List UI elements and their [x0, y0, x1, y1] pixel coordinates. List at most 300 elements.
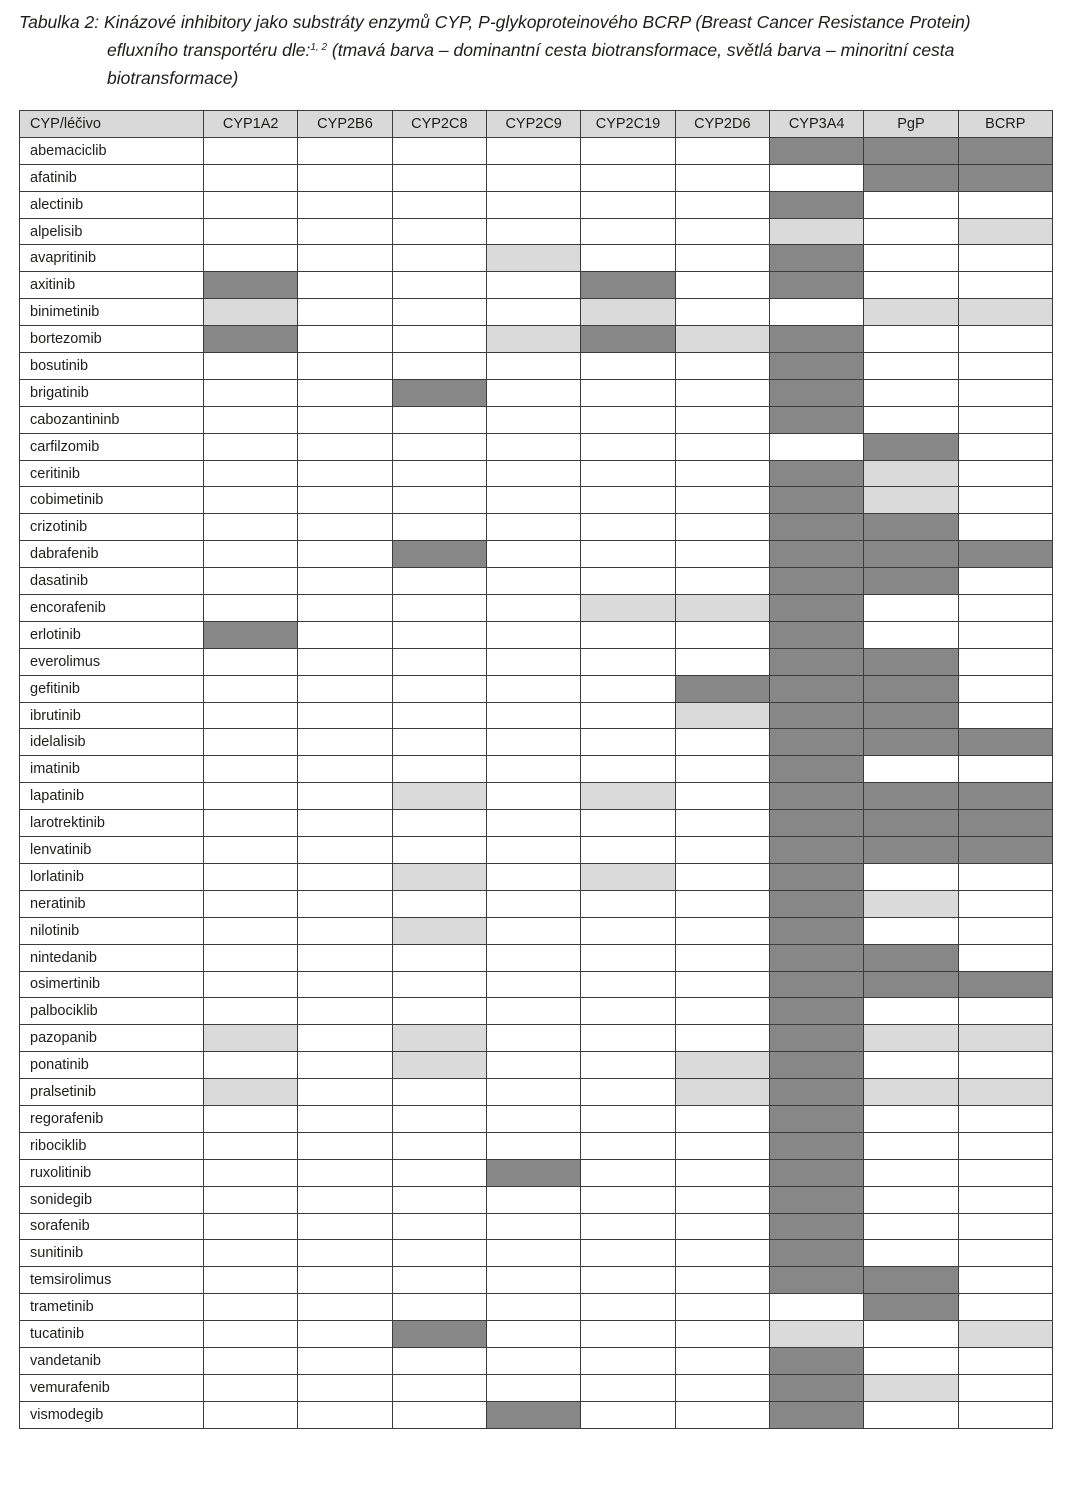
cell-pgp-minor [864, 1374, 958, 1401]
cell-bcrp-dominant [958, 164, 1052, 191]
drug-name-cell: ibrutinib [20, 702, 204, 729]
cell-cyp1a2-minor [204, 299, 298, 326]
drug-name-cell: crizotinib [20, 514, 204, 541]
drug-name-cell: sonidegib [20, 1186, 204, 1213]
cell-cyp2c19-empty [581, 245, 675, 272]
cell-cyp2d6-empty [675, 1374, 769, 1401]
cell-cyp2c8-empty [392, 1079, 486, 1106]
drug-name-cell: temsirolimus [20, 1267, 204, 1294]
drug-name-cell: afatinib [20, 164, 204, 191]
cell-cyp2c8-empty [392, 1401, 486, 1428]
cell-cyp2b6-empty [298, 1052, 392, 1079]
cell-cyp1a2-empty [204, 1401, 298, 1428]
cell-cyp2d6-empty [675, 1321, 769, 1348]
table-row [20, 406, 1053, 433]
cell-cyp2c8-empty [392, 595, 486, 622]
cell-cyp1a2-empty [204, 218, 298, 245]
cell-pgp-dominant [864, 433, 958, 460]
cell-cyp2c8-empty [392, 675, 486, 702]
cell-pgp-minor [864, 890, 958, 917]
cell-cyp2b6-empty [298, 944, 392, 971]
cell-cyp2d6-empty [675, 621, 769, 648]
cell-cyp1a2-empty [204, 675, 298, 702]
drug-name-cell: vandetanib [20, 1347, 204, 1374]
cell-cyp2c19-minor [581, 863, 675, 890]
cell-cyp2c19-empty [581, 1240, 675, 1267]
cell-cyp2c8-empty [392, 460, 486, 487]
cell-cyp2c8-dominant [392, 379, 486, 406]
cell-pgp-minor [864, 460, 958, 487]
cell-cyp3a4-dominant [769, 675, 863, 702]
cell-cyp2b6-empty [298, 1347, 392, 1374]
cell-cyp2d6-empty [675, 1240, 769, 1267]
cell-bcrp-dominant [958, 837, 1052, 864]
cell-pgp-empty [864, 863, 958, 890]
cell-cyp2c19-empty [581, 890, 675, 917]
header-cyp2c9: CYP2C9 [486, 111, 580, 138]
cell-cyp2c19-empty [581, 353, 675, 380]
table-row [20, 1374, 1053, 1401]
table-row [20, 648, 1053, 675]
cell-cyp1a2-empty [204, 191, 298, 218]
cell-cyp2b6-empty [298, 406, 392, 433]
drug-name-cell: pralsetinib [20, 1079, 204, 1106]
cell-cyp2c8-minor [392, 917, 486, 944]
cell-cyp2c9-empty [486, 863, 580, 890]
cell-cyp2c19-dominant [581, 326, 675, 353]
drug-name-cell: imatinib [20, 756, 204, 783]
cell-cyp2c9-empty [486, 1213, 580, 1240]
cell-bcrp-dominant [958, 810, 1052, 837]
cell-bcrp-empty [958, 326, 1052, 353]
cell-cyp3a4-dominant [769, 272, 863, 299]
cell-cyp2b6-empty [298, 1240, 392, 1267]
cell-cyp2c19-empty [581, 1079, 675, 1106]
cell-cyp3a4-dominant [769, 1159, 863, 1186]
cell-cyp3a4-minor [769, 1321, 863, 1348]
cell-cyp2c8-empty [392, 568, 486, 595]
cell-pgp-dominant [864, 783, 958, 810]
cell-cyp2c9-empty [486, 890, 580, 917]
cell-cyp2c9-empty [486, 675, 580, 702]
cell-cyp3a4-empty [769, 433, 863, 460]
cell-cyp2b6-empty [298, 379, 392, 406]
cell-cyp2c9-minor [486, 245, 580, 272]
drug-name-cell: vismodegib [20, 1401, 204, 1428]
cell-cyp2b6-empty [298, 837, 392, 864]
cell-cyp1a2-empty [204, 137, 298, 164]
cell-cyp2d6-empty [675, 890, 769, 917]
cell-cyp1a2-empty [204, 648, 298, 675]
cell-cyp2b6-empty [298, 648, 392, 675]
cell-cyp2b6-empty [298, 702, 392, 729]
drug-name-cell: dabrafenib [20, 541, 204, 568]
cell-cyp2c9-empty [486, 702, 580, 729]
table-row [20, 1294, 1053, 1321]
cell-cyp2d6-minor [675, 1079, 769, 1106]
cell-pgp-dominant [864, 514, 958, 541]
header-cyp2b6: CYP2B6 [298, 111, 392, 138]
cell-cyp3a4-dominant [769, 406, 863, 433]
cell-pgp-empty [864, 379, 958, 406]
cell-pgp-dominant [864, 810, 958, 837]
cell-cyp3a4-dominant [769, 621, 863, 648]
cell-cyp1a2-empty [204, 1267, 298, 1294]
cell-cyp2b6-empty [298, 568, 392, 595]
table-row [20, 729, 1053, 756]
drug-name-cell: ribociklib [20, 1132, 204, 1159]
cell-cyp2c19-empty [581, 1213, 675, 1240]
cell-cyp2c8-empty [392, 137, 486, 164]
table-row [20, 1025, 1053, 1052]
caption-text-3: biotransformace) [107, 68, 239, 88]
cell-cyp2c8-empty [392, 218, 486, 245]
cell-pgp-empty [864, 1347, 958, 1374]
cell-cyp2c19-empty [581, 1025, 675, 1052]
drug-name-cell: lapatinib [20, 783, 204, 810]
cell-pgp-empty [864, 917, 958, 944]
cell-cyp1a2-empty [204, 433, 298, 460]
drug-name-cell: cabozantininb [20, 406, 204, 433]
caption-line-2 [19, 36, 1049, 64]
cell-bcrp-empty [958, 1374, 1052, 1401]
cell-cyp1a2-empty [204, 944, 298, 971]
cell-cyp2c9-empty [486, 1105, 580, 1132]
cell-bcrp-dominant [958, 137, 1052, 164]
cell-cyp2c8-empty [392, 487, 486, 514]
cell-bcrp-dominant [958, 971, 1052, 998]
cell-pgp-dominant [864, 675, 958, 702]
table-row [20, 272, 1053, 299]
cell-pgp-empty [864, 998, 958, 1025]
cell-cyp3a4-empty [769, 1294, 863, 1321]
table-row [20, 1321, 1053, 1348]
cell-cyp2d6-empty [675, 1347, 769, 1374]
drug-name-cell: gefitinib [20, 675, 204, 702]
drug-name-cell: regorafenib [20, 1105, 204, 1132]
cell-cyp2c19-empty [581, 1186, 675, 1213]
cell-bcrp-minor [958, 1025, 1052, 1052]
cell-cyp2c19-empty [581, 137, 675, 164]
cell-cyp2c9-empty [486, 998, 580, 1025]
cell-cyp2d6-minor [675, 326, 769, 353]
cell-cyp1a2-empty [204, 971, 298, 998]
cell-bcrp-dominant [958, 729, 1052, 756]
cell-cyp1a2-empty [204, 863, 298, 890]
cell-cyp2d6-empty [675, 460, 769, 487]
cell-pgp-empty [864, 1052, 958, 1079]
cell-cyp2c8-empty [392, 998, 486, 1025]
cell-cyp1a2-empty [204, 379, 298, 406]
cell-bcrp-minor [958, 1321, 1052, 1348]
cell-cyp2b6-empty [298, 1159, 392, 1186]
cell-bcrp-empty [958, 863, 1052, 890]
cell-cyp2b6-empty [298, 917, 392, 944]
cell-cyp2c9-empty [486, 1347, 580, 1374]
cell-bcrp-empty [958, 1267, 1052, 1294]
cell-cyp2c9-empty [486, 487, 580, 514]
cell-cyp2c8-empty [392, 837, 486, 864]
cell-cyp2b6-empty [298, 191, 392, 218]
cell-cyp2c9-empty [486, 137, 580, 164]
cell-cyp2d6-empty [675, 137, 769, 164]
table-row [20, 1079, 1053, 1106]
substrate-table [19, 110, 1053, 1429]
table-row [20, 917, 1053, 944]
cell-cyp2c9-empty [486, 406, 580, 433]
cell-cyp3a4-dominant [769, 756, 863, 783]
cell-cyp3a4-dominant [769, 1105, 863, 1132]
cell-cyp2c9-empty [486, 1052, 580, 1079]
cell-cyp2c19-empty [581, 406, 675, 433]
cell-cyp3a4-dominant [769, 137, 863, 164]
table-row [20, 756, 1053, 783]
cell-cyp2c8-dominant [392, 1321, 486, 1348]
cell-cyp2b6-empty [298, 1105, 392, 1132]
cell-cyp2c9-empty [486, 1079, 580, 1106]
cell-cyp2c8-empty [392, 433, 486, 460]
cell-cyp3a4-dominant [769, 1401, 863, 1428]
drug-name-cell: alectinib [20, 191, 204, 218]
cell-cyp3a4-dominant [769, 1025, 863, 1052]
cell-cyp3a4-empty [769, 164, 863, 191]
cell-bcrp-empty [958, 756, 1052, 783]
cell-cyp2c8-empty [392, 944, 486, 971]
cell-bcrp-empty [958, 379, 1052, 406]
cell-cyp2b6-empty [298, 675, 392, 702]
drug-name-cell: palbociklib [20, 998, 204, 1025]
cell-cyp2d6-empty [675, 863, 769, 890]
cell-pgp-empty [864, 353, 958, 380]
cell-cyp2b6-empty [298, 756, 392, 783]
header-cyp1a2: CYP1A2 [204, 111, 298, 138]
cell-cyp2c19-empty [581, 648, 675, 675]
cell-pgp-dominant [864, 541, 958, 568]
cell-pgp-empty [864, 326, 958, 353]
table-row [20, 702, 1053, 729]
cell-cyp2c19-empty [581, 218, 675, 245]
cell-cyp2d6-empty [675, 379, 769, 406]
cell-cyp1a2-dominant [204, 272, 298, 299]
cell-bcrp-empty [958, 1105, 1052, 1132]
cell-cyp2c8-empty [392, 810, 486, 837]
cell-cyp2c9-empty [486, 568, 580, 595]
cell-bcrp-empty [958, 621, 1052, 648]
cell-cyp3a4-dominant [769, 917, 863, 944]
cell-cyp2c19-empty [581, 1132, 675, 1159]
cell-cyp2d6-empty [675, 810, 769, 837]
cell-cyp2c8-empty [392, 1213, 486, 1240]
drug-name-cell: ruxolitinib [20, 1159, 204, 1186]
cell-cyp1a2-empty [204, 1294, 298, 1321]
table-row [20, 379, 1053, 406]
cell-cyp2d6-empty [675, 487, 769, 514]
cell-cyp2b6-empty [298, 353, 392, 380]
cell-cyp2b6-empty [298, 890, 392, 917]
cell-cyp3a4-dominant [769, 595, 863, 622]
cell-cyp3a4-dominant [769, 837, 863, 864]
cell-cyp2d6-empty [675, 541, 769, 568]
cell-bcrp-empty [958, 675, 1052, 702]
cell-cyp2d6-empty [675, 272, 769, 299]
table-row [20, 460, 1053, 487]
cell-cyp3a4-dominant [769, 863, 863, 890]
table-row [20, 1186, 1053, 1213]
cell-cyp2c19-empty [581, 1105, 675, 1132]
cell-cyp2d6-empty [675, 299, 769, 326]
cell-cyp2c19-empty [581, 917, 675, 944]
cell-cyp2d6-minor [675, 595, 769, 622]
cell-cyp2d6-empty [675, 164, 769, 191]
cell-cyp2b6-empty [298, 541, 392, 568]
cell-cyp2c9-empty [486, 1240, 580, 1267]
cell-cyp2c9-empty [486, 595, 580, 622]
cell-pgp-dominant [864, 702, 958, 729]
cell-cyp1a2-empty [204, 1052, 298, 1079]
cell-cyp2b6-empty [298, 1079, 392, 1106]
cell-cyp2c8-empty [392, 621, 486, 648]
cell-bcrp-empty [958, 1213, 1052, 1240]
cell-cyp2d6-empty [675, 783, 769, 810]
cell-cyp3a4-dominant [769, 1240, 863, 1267]
cell-cyp1a2-empty [204, 729, 298, 756]
cell-cyp2c8-empty [392, 406, 486, 433]
cell-cyp3a4-dominant [769, 191, 863, 218]
cell-cyp2d6-empty [675, 998, 769, 1025]
cell-cyp2c9-minor [486, 326, 580, 353]
cell-bcrp-empty [958, 702, 1052, 729]
cell-cyp2b6-empty [298, 1132, 392, 1159]
cell-cyp2b6-empty [298, 433, 392, 460]
cell-cyp2c19-empty [581, 164, 675, 191]
cell-cyp1a2-minor [204, 1079, 298, 1106]
cell-cyp2c8-empty [392, 514, 486, 541]
caption-refs: 1, 2 [310, 42, 328, 53]
cell-pgp-empty [864, 621, 958, 648]
cell-cyp2b6-empty [298, 460, 392, 487]
cell-cyp2b6-empty [298, 783, 392, 810]
cell-cyp2c9-dominant [486, 1401, 580, 1428]
cell-cyp2c8-empty [392, 756, 486, 783]
cell-pgp-empty [864, 595, 958, 622]
cell-cyp2d6-empty [675, 1213, 769, 1240]
cell-bcrp-empty [958, 1052, 1052, 1079]
cell-cyp2c19-empty [581, 702, 675, 729]
header-cyp2c8: CYP2C8 [392, 111, 486, 138]
cell-cyp2c19-empty [581, 729, 675, 756]
cell-cyp1a2-empty [204, 595, 298, 622]
cell-cyp2c19-empty [581, 837, 675, 864]
cell-cyp1a2-empty [204, 702, 298, 729]
drug-name-cell: alpelisib [20, 218, 204, 245]
cell-cyp3a4-dominant [769, 245, 863, 272]
table-row [20, 595, 1053, 622]
cell-cyp2c19-empty [581, 1401, 675, 1428]
header-row [20, 111, 1053, 138]
cell-cyp1a2-empty [204, 164, 298, 191]
caption-line-1 [19, 8, 1049, 36]
cell-cyp2c9-empty [486, 460, 580, 487]
table-row [20, 1267, 1053, 1294]
cell-cyp2c8-empty [392, 245, 486, 272]
cell-bcrp-empty [958, 890, 1052, 917]
cell-pgp-minor [864, 299, 958, 326]
drug-name-cell: tucatinib [20, 1321, 204, 1348]
cell-cyp3a4-dominant [769, 1079, 863, 1106]
cell-cyp2c9-empty [486, 541, 580, 568]
cell-pgp-empty [864, 1186, 958, 1213]
cell-cyp1a2-empty [204, 783, 298, 810]
drug-name-cell: pazopanib [20, 1025, 204, 1052]
cell-cyp2d6-dominant [675, 675, 769, 702]
cell-cyp3a4-dominant [769, 944, 863, 971]
cell-cyp2c8-empty [392, 971, 486, 998]
cell-bcrp-empty [958, 406, 1052, 433]
caption-text-2: efluxního transportéru dle: [107, 40, 311, 60]
cell-cyp3a4-dominant [769, 568, 863, 595]
drug-name-cell: bosutinib [20, 353, 204, 380]
cell-cyp3a4-dominant [769, 460, 863, 487]
cell-bcrp-empty [958, 1132, 1052, 1159]
cell-cyp2c19-minor [581, 299, 675, 326]
cell-cyp2b6-empty [298, 729, 392, 756]
cell-cyp2c8-empty [392, 1186, 486, 1213]
cell-cyp2c9-empty [486, 1132, 580, 1159]
table-row [20, 837, 1053, 864]
caption-line-3 [19, 64, 1049, 92]
drug-name-cell: abemaciclib [20, 137, 204, 164]
drug-name-cell: brigatinib [20, 379, 204, 406]
table-row [20, 1347, 1053, 1374]
cell-bcrp-empty [958, 1240, 1052, 1267]
cell-cyp2c9-empty [486, 514, 580, 541]
cell-cyp2c8-empty [392, 1105, 486, 1132]
cell-cyp3a4-dominant [769, 1186, 863, 1213]
cell-cyp1a2-empty [204, 568, 298, 595]
cell-cyp2b6-empty [298, 1374, 392, 1401]
table-row [20, 541, 1053, 568]
caption-label: Tabulka 2: [19, 12, 100, 32]
table-body [20, 137, 1053, 1428]
cell-cyp2d6-empty [675, 406, 769, 433]
cell-cyp2c19-empty [581, 1267, 675, 1294]
cell-cyp2c19-empty [581, 756, 675, 783]
cell-cyp2d6-empty [675, 837, 769, 864]
cell-bcrp-empty [958, 998, 1052, 1025]
cell-cyp2c19-empty [581, 1347, 675, 1374]
drug-name-cell: vemurafenib [20, 1374, 204, 1401]
cell-cyp2d6-empty [675, 917, 769, 944]
cell-cyp2b6-empty [298, 971, 392, 998]
drug-name-cell: lorlatinib [20, 863, 204, 890]
cell-cyp2c9-empty [486, 433, 580, 460]
drug-name-cell: lenvatinib [20, 837, 204, 864]
cell-cyp2d6-empty [675, 514, 769, 541]
cell-cyp2b6-empty [298, 1025, 392, 1052]
cell-cyp2c19-minor [581, 783, 675, 810]
cell-pgp-empty [864, 191, 958, 218]
cell-cyp1a2-empty [204, 756, 298, 783]
cell-cyp2b6-empty [298, 1213, 392, 1240]
cell-cyp1a2-minor [204, 1025, 298, 1052]
cell-cyp3a4-dominant [769, 702, 863, 729]
cell-bcrp-empty [958, 1186, 1052, 1213]
cell-cyp2d6-empty [675, 1105, 769, 1132]
cell-cyp3a4-dominant [769, 514, 863, 541]
cell-cyp2c19-minor [581, 595, 675, 622]
cell-pgp-minor [864, 1025, 958, 1052]
cell-cyp1a2-empty [204, 1321, 298, 1348]
